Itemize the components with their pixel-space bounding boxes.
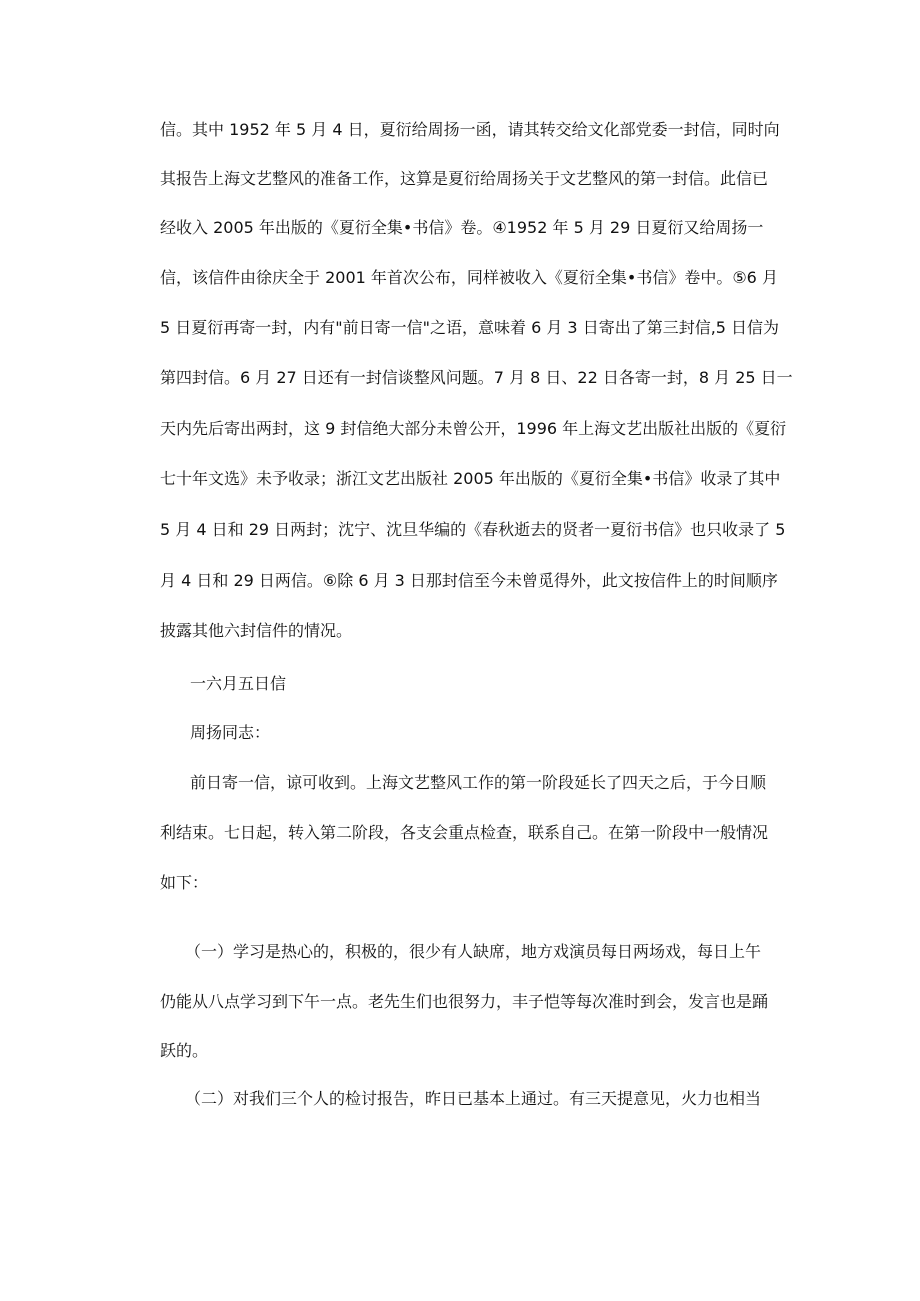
body-text-line: 第四封信。6 月 27 日还有一封信谈整风问题。7 月 8 日、22 日各寄一封，8 月 25 日一 bbox=[160, 368, 793, 387]
letter-text-line: （二）对我们三个人的检讨报告，昨日已基本上通过。有三天提意见，火力也相当 bbox=[185, 1089, 762, 1108]
letter-text-line: 仍能从八点学习到下午一点。老先生们也很努力，丰子恺等每次准时到会，发言也是踊 bbox=[160, 992, 769, 1011]
body-text-line: 其报告上海文艺整风的准备工作，这算是夏衍给周扬关于文艺整风的第一封信。此信已 bbox=[160, 169, 769, 188]
body-text-line: 月 4 日和 29 日两信。⑥除 6 月 3 日那封信至今未曾觅得外，此文按信件上的时间顺序 bbox=[160, 571, 778, 590]
body-text-line: 信，该信件由徐庆全于 2001 年首次公布，同样被收入《夏衍全集•书信》卷中。⑤6 月 bbox=[160, 268, 778, 287]
body-text-line: 信。其中 1952 年 5 月 4 日，夏衍给周扬一函，请其转交给文化部党委一封信，同时向 bbox=[160, 120, 780, 139]
body-text-line: 七十年文选》未予收录；浙江文艺出版社 2005 年出版的《夏衍全集•书信》收录了其中 bbox=[160, 469, 781, 488]
body-text-line: 经收入 2005 年出版的《夏衍全集•书信》卷。④1952 年 5 月 29 日夏衍又给周扬一 bbox=[160, 218, 764, 237]
letter-text-line: （一）学习是热心的，积极的，很少有人缺席，地方戏演员每日两场戏，每日上午 bbox=[185, 942, 762, 961]
letter-text-line: 跃的。 bbox=[160, 1041, 209, 1060]
letter-text-line: 如下： bbox=[160, 873, 209, 892]
body-text-line: 5 日夏衍再寄一封，内有"前日寄一信"之语，意味着 6 月 3 日寄出了第三封信,5 日信为 bbox=[160, 318, 780, 337]
letter-text-line: 利结束。七日起，转入第二阶段，各支会重点检查，联系自己。在第一阶段中一般情况 bbox=[160, 823, 769, 842]
body-text-line: 天内先后寄出两封，这 9 封信绝大部分未曾公开，1996 年上海文艺出版社出版的《夏衍 bbox=[160, 419, 787, 438]
body-text-line: 披露其他六封信件的情况。 bbox=[160, 621, 353, 640]
section-heading: 一六月五日信 bbox=[190, 674, 287, 693]
letter-salutation: 周扬同志： bbox=[190, 723, 271, 742]
letter-text-line: 前日寄一信，谅可收到。上海文艺整风工作的第一阶段延长了四天之后，于今日顺 bbox=[190, 773, 767, 792]
body-text-line: 5 月 4 日和 29 日两封；沈宁、沈旦华编的《春秋逝去的贤者一夏衍书信》也只收录了 5 bbox=[160, 520, 786, 539]
